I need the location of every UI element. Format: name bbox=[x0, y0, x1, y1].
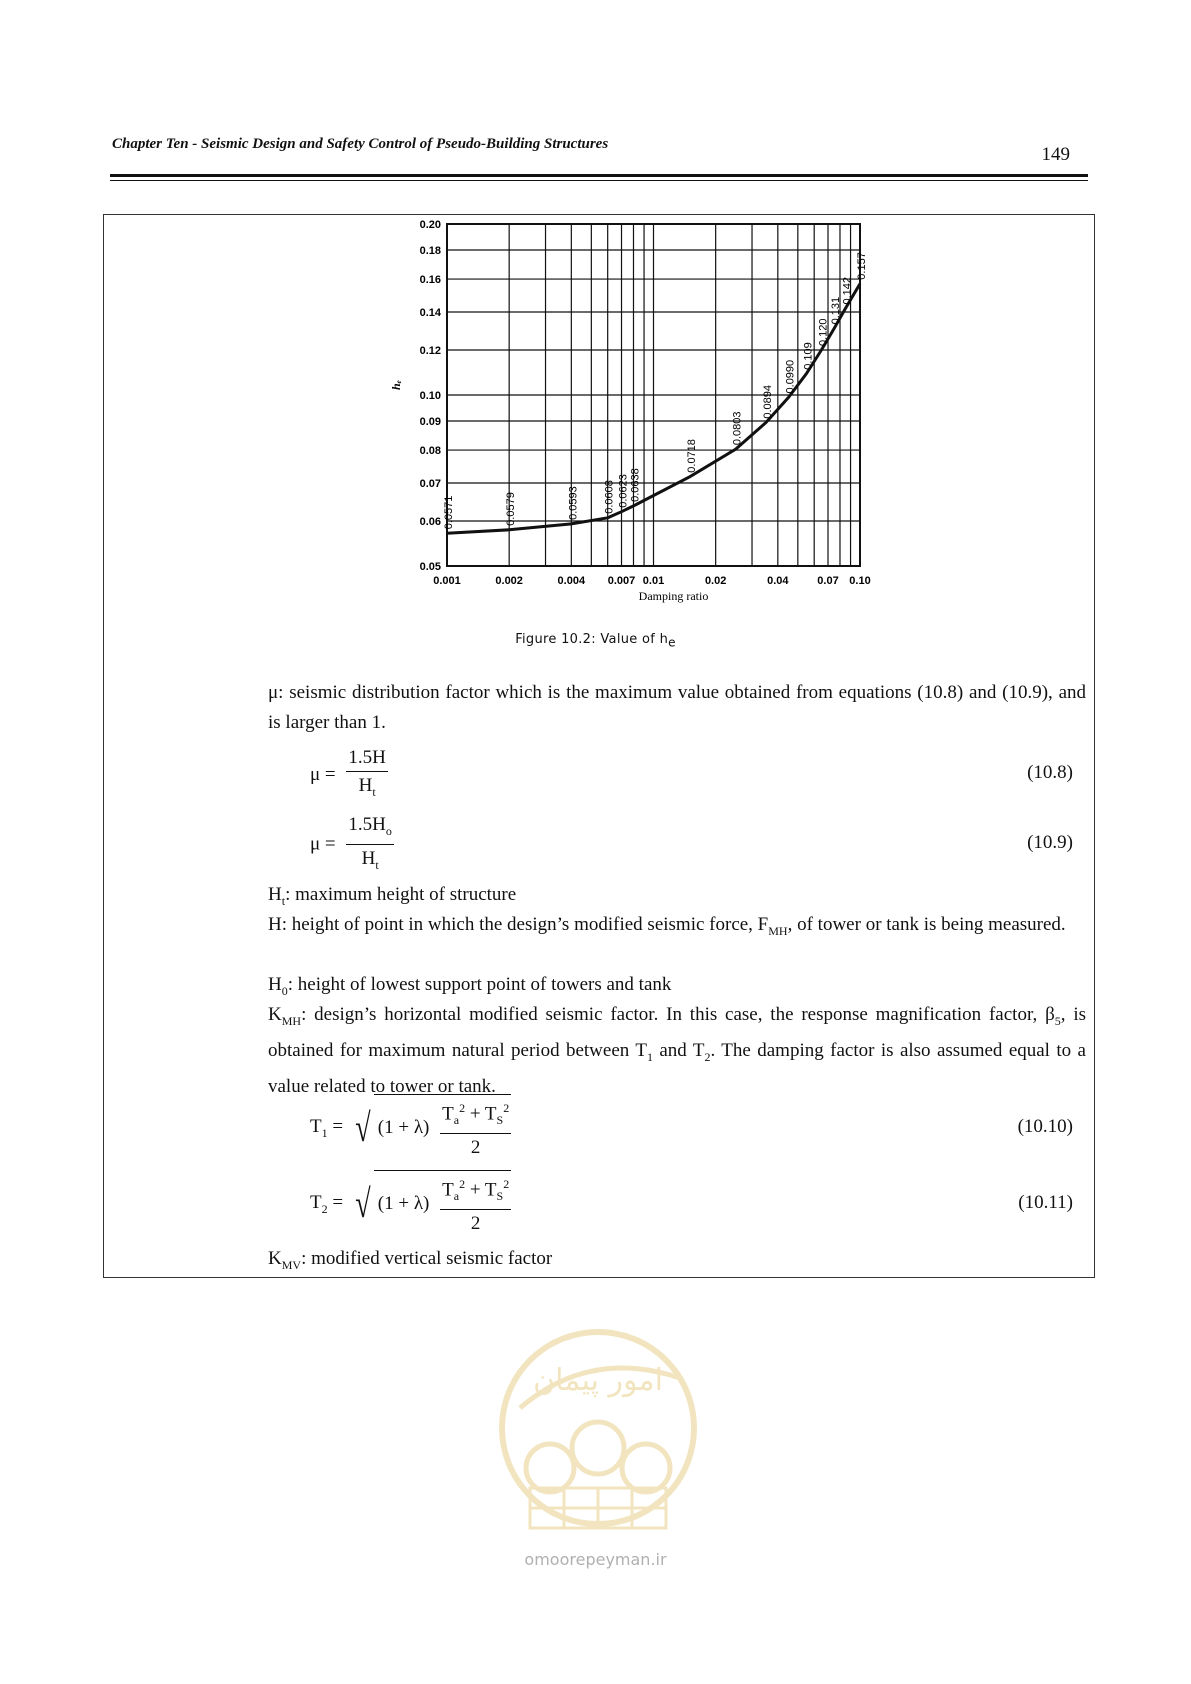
y-tick-label: 0.08 bbox=[419, 445, 441, 458]
eq-numerator: $1.5H_o$ bbox=[346, 812, 393, 845]
eq-denominator: 2 bbox=[470, 1213, 481, 1235]
x-tick-label: 0.01 bbox=[642, 575, 665, 587]
y-axis-label: hₑ bbox=[389, 380, 403, 390]
y-tick-label: 0.10 bbox=[419, 390, 441, 402]
chapter-title: Chapter Ten - Seismic Design and Safety Control of Pseudo-Building Structures bbox=[112, 136, 609, 152]
eq-fraction bbox=[346, 745, 387, 806]
x-tick-label: 0.02 bbox=[704, 575, 727, 587]
figure-caption bbox=[0, 632, 1191, 650]
h0-definition: $H_0$: height of lowest support point of towers and tank bbox=[268, 974, 672, 998]
x-tick-label: 0.10 bbox=[849, 575, 871, 587]
x-tick-label: 0.07 bbox=[817, 575, 839, 587]
data-point-label: 0.0718 bbox=[685, 439, 698, 473]
sqrt-body: (1 + λ) $\frac{T_a^2 + T_S^2}{2}$ bbox=[374, 1170, 511, 1238]
watermark-logo bbox=[490, 1318, 706, 1568]
equation-number-10-9: (10.9) bbox=[1027, 832, 1073, 853]
x-tick-label: 0.04 bbox=[767, 575, 789, 587]
eq-lhs: μ = bbox=[310, 833, 336, 855]
sqrt-body: (1 + λ) $\frac{T_a^2 + T_S^2}{2}$ bbox=[374, 1094, 511, 1162]
figure-caption-sub: e bbox=[668, 635, 676, 650]
x-tick-label: 0.007 bbox=[607, 575, 636, 587]
header-rule-thin bbox=[110, 180, 1088, 181]
eq-denominator: $H_t$ bbox=[358, 775, 376, 799]
equation-number-10-10: (10.10) bbox=[1017, 1116, 1073, 1137]
eq-numerator: $T_a^2 + T_S^2$ bbox=[440, 1095, 511, 1134]
eq-fraction bbox=[346, 812, 393, 879]
ht-definition: $H_t$: maximum height of structure bbox=[268, 884, 517, 908]
eq-denominator: $H_t$ bbox=[361, 847, 379, 872]
eq-numerator: 1.5H bbox=[346, 745, 387, 772]
y-tick-label: 0.18 bbox=[419, 244, 441, 257]
x-tick-label: 0.004 bbox=[557, 575, 586, 587]
equation-number-10-11: (10.11) bbox=[1018, 1192, 1073, 1213]
eq-fraction bbox=[440, 1095, 511, 1162]
eq-lhs: μ = bbox=[310, 763, 336, 785]
eq-lhs: $T_2$ = bbox=[310, 1192, 344, 1217]
y-tick-label: 0.14 bbox=[419, 306, 441, 319]
mu-definition: μ: seismic distribution factor which is the maximum value obtained from equations (10.8) and (10.9), and is larger than 1. bbox=[268, 682, 1086, 733]
data-point-label: 0.109 bbox=[802, 342, 815, 370]
page-number: 149 bbox=[1041, 144, 1070, 165]
equation-number-10-8: (10.8) bbox=[1027, 762, 1073, 783]
header-rule-thick bbox=[110, 174, 1088, 177]
data-point-label: 0.0990 bbox=[784, 359, 797, 394]
data-point-label: 0.0894 bbox=[761, 384, 774, 419]
equation-10-9 bbox=[310, 812, 394, 872]
figure-caption-text: Figure 10.2: Value of h bbox=[515, 632, 669, 647]
svg-text:امور پیمان: امور پیمان bbox=[533, 1363, 663, 1398]
watermark-seal bbox=[490, 1318, 706, 1548]
y-tick-label: 0.06 bbox=[419, 516, 441, 529]
sqrt-sign: √ bbox=[355, 1181, 371, 1227]
eq-denominator: 2 bbox=[470, 1137, 481, 1159]
eq-lhs: $T_1$ = bbox=[310, 1116, 344, 1141]
h-definition: H: height of point in which the design’s modified seismic force, $F_{MH}$, of tower or tank is being measured. bbox=[268, 914, 1066, 938]
data-point-label: 0.142 bbox=[841, 276, 854, 305]
y-tick-label: 0.20 bbox=[419, 219, 441, 231]
kmh-definition: $K_{MH}$: design’s horizontal modified seismic factor. In this case, the response magnification factor, $\beta_5$, is obtained for maximum natural period between $T_1$ and $T_2$. The damping factor is also assumed equal to a value related to tower or tank. bbox=[268, 1004, 1086, 1097]
data-point-label: 0.0608 bbox=[603, 480, 616, 514]
data-point-label: 0.120 bbox=[817, 318, 830, 347]
data-point-label: 0.157 bbox=[856, 252, 868, 280]
chart-svg bbox=[380, 214, 880, 614]
data-point-label: 0.0593 bbox=[567, 486, 580, 520]
data-point-label: 0.131 bbox=[830, 296, 843, 325]
y-tick-label: 0.09 bbox=[419, 415, 441, 428]
sqrt-sign: √ bbox=[355, 1105, 371, 1151]
y-tick-label: 0.12 bbox=[419, 345, 441, 358]
data-point-label: 0.0623 bbox=[617, 474, 630, 508]
watermark-url: omoorepeyman.ir bbox=[524, 1550, 667, 1569]
x-tick-label: 0.002 bbox=[495, 575, 523, 587]
kmv-definition: $K_{MV}$: modified vertical seismic factor bbox=[268, 1248, 553, 1272]
data-point-label: 0.0803 bbox=[731, 411, 744, 446]
eq-fraction bbox=[440, 1171, 511, 1238]
x-axis-label: Damping ratio bbox=[638, 589, 709, 603]
equation-10-8 bbox=[310, 745, 388, 805]
y-tick-label: 0.07 bbox=[419, 477, 441, 490]
data-point-label: 0.0571 bbox=[443, 495, 455, 530]
equation-10-11 bbox=[310, 1170, 511, 1235]
eq-numerator: $T_a^2 + T_S^2$ bbox=[440, 1171, 511, 1210]
x-tick-label: 0.001 bbox=[433, 575, 461, 587]
equation-10-10 bbox=[310, 1094, 511, 1159]
data-point-label: 0.0638 bbox=[629, 468, 642, 502]
data-point-label: 0.0579 bbox=[505, 492, 518, 526]
he-damping-chart bbox=[380, 214, 880, 614]
y-tick-label: 0.16 bbox=[419, 274, 441, 287]
y-tick-label: 0.05 bbox=[419, 561, 441, 573]
